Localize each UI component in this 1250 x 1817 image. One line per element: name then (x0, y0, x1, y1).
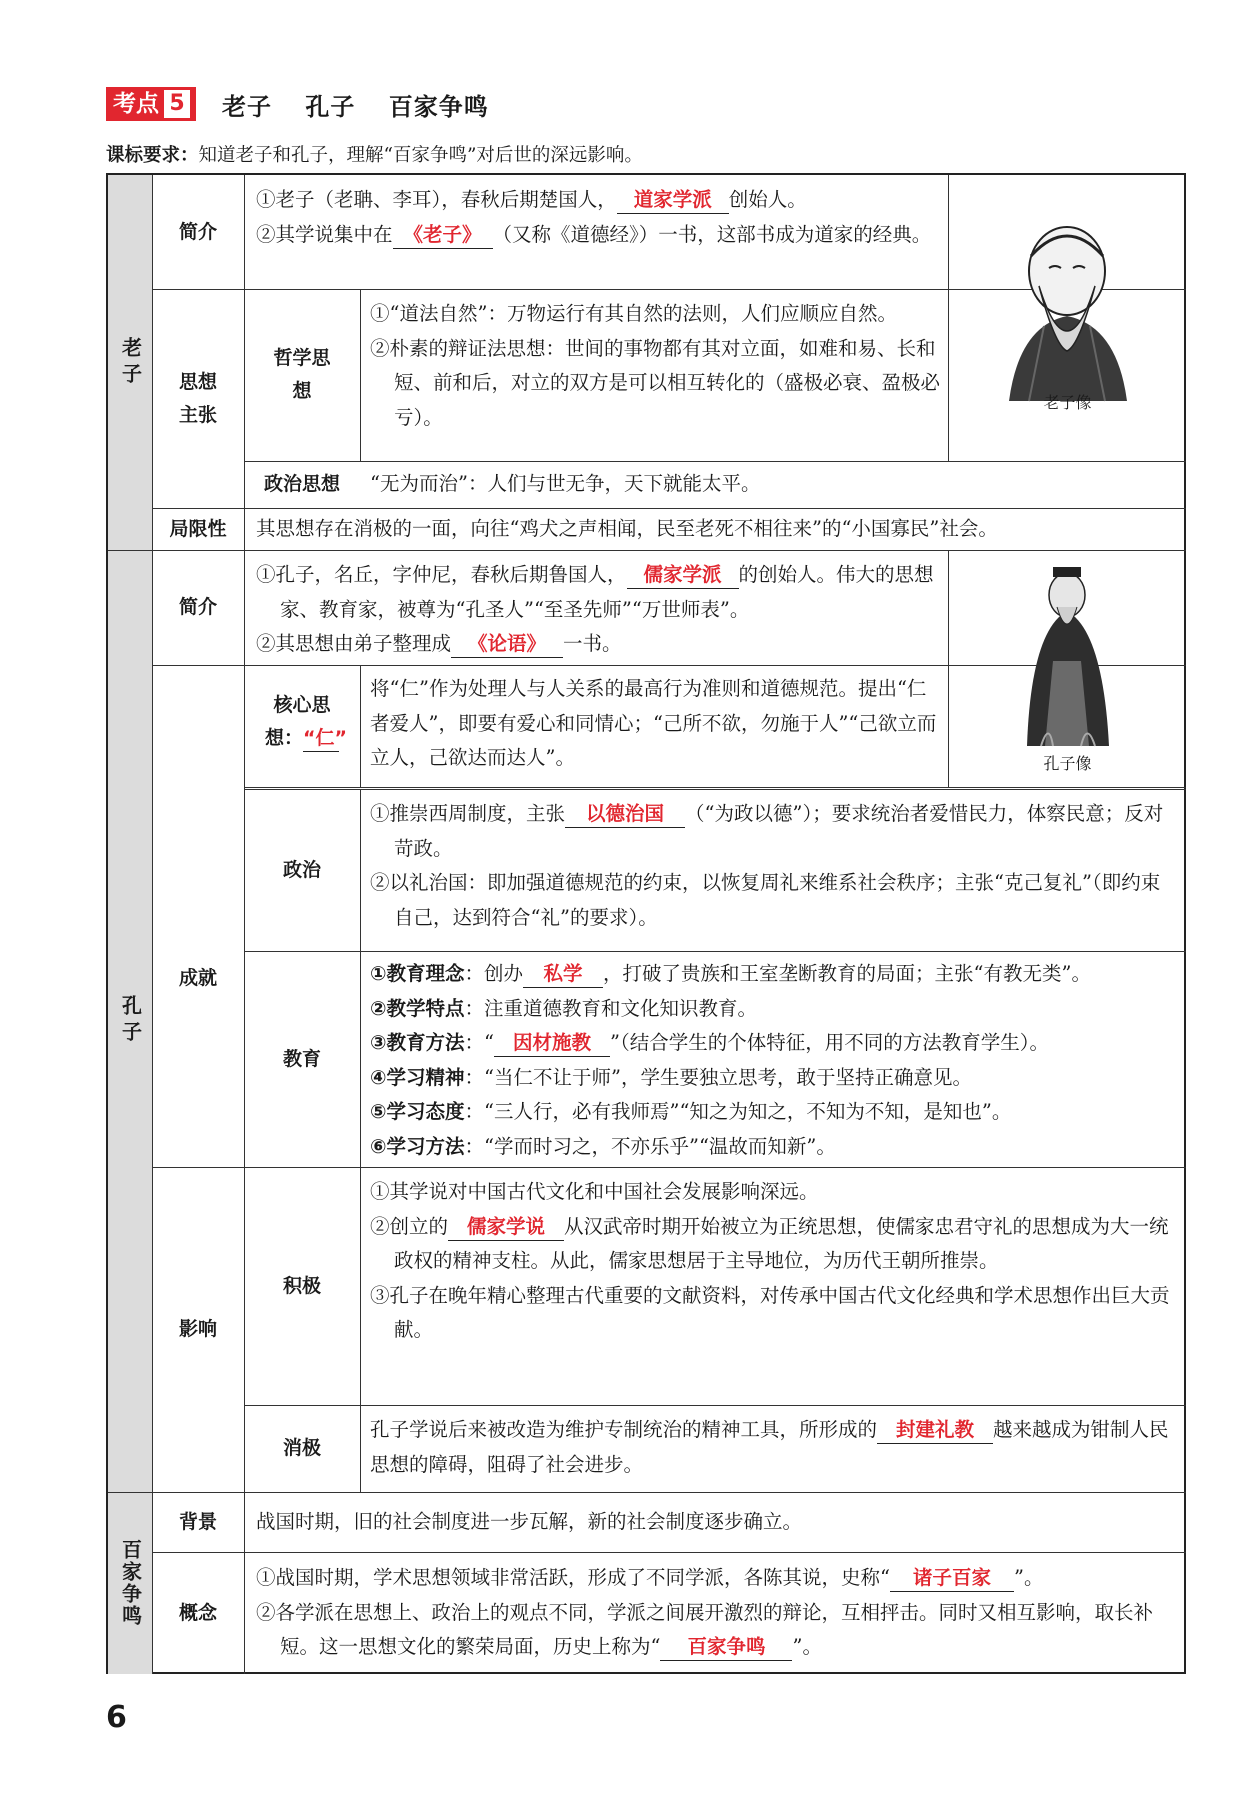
topic-badge (106, 87, 196, 121)
fill-sixue: 私学 (523, 961, 603, 988)
edu-label: 教育 (282, 1047, 321, 1070)
fill-dezhi: 以德治国 (565, 801, 685, 828)
kongzi-portrait (949, 551, 1186, 787)
phil-point-1: ①“道法自然”：万物运行有其自然的法则，人们应顺应自然。 (370, 302, 897, 325)
fill-laozi-book: 《老子》 (393, 222, 493, 249)
pol-content (370, 797, 1176, 935)
laozi-illustration (949, 176, 1186, 416)
topic-laozi: 老子 (222, 91, 272, 121)
fill-daojia: 道家学派 (617, 187, 729, 214)
concept-1a: ①战国时期，学术思想领域非常活跃，形成了不同学派，各陈其说，史称“ (256, 1566, 890, 1589)
topic-baijia: 百家争鸣 (388, 91, 489, 121)
fill-rujia-xueshuo: 儒家学说 (448, 1214, 564, 1241)
kongzi-intro-2a: ②其思想由弟子整理成 (256, 632, 452, 655)
kongzi-intro-1b: 的创始人。伟大的思想家、教育家，被尊为“孔圣人”“至圣先师”“万世师表”。 (280, 563, 934, 621)
kongzi-intro-1a: ①孔子，名丘，字仲尼，春秋后期鲁国人， (256, 563, 627, 586)
neg-a: 孔子学说后来被改造为维护专制统治的精神工具，所形成的 (370, 1418, 878, 1441)
baijia-section-label: 百家争鸣 (118, 1539, 143, 1627)
kongzi-section-label: 孔子 (118, 995, 143, 1047)
kongzi-intro-2b: 一书。 (563, 632, 622, 655)
pos-label: 积极 (282, 1274, 321, 1297)
edu-content (370, 957, 1176, 1164)
curriculum-requirement (106, 141, 643, 167)
laozi-thought-label: 思想主张 (178, 370, 217, 426)
knowledge-table (106, 173, 1186, 1674)
edu-6-a: ：“学而时习之，不亦乐乎”“温故而知新”。 (464, 1134, 836, 1158)
bg-text: 战国时期，旧的社会制度进一步瓦解，新的社会制度逐步确立。 (256, 1510, 803, 1533)
laozi-intro-label: 简介 (178, 220, 217, 243)
phil-point-2: ②朴素的辩证法思想：世间的事物都有其对立面，如难和易、长和短、前和后，对立的双方是可以相互转化的（盛极必衰、盈极必亏）。 (370, 336, 941, 429)
fill-baijia: 百家争鸣 (660, 1634, 792, 1661)
concept-2a: ②各学派在思想上、政治上的观点不同，学派之间展开激烈的辩论，互相抨击。同时又相互影响，取长补短。这一思想文化的繁荣局面，历史上称为“ (256, 1600, 1154, 1658)
laozi-politics: “无为而治”：人们与世无争，天下就能太平。 (370, 472, 761, 495)
badge-number: 5 (164, 90, 190, 118)
laozi-politics-label: 政治思想 (263, 473, 340, 495)
fill-yincai: 因材施教 (494, 1030, 610, 1057)
fill-ren: “仁” (303, 725, 339, 752)
laozi-intro (256, 183, 942, 252)
edu-2-kw: ②教学特点 (370, 996, 465, 1020)
kongzi-intro-label: 简介 (178, 596, 217, 618)
laozi-intro-1b: 创始人。 (728, 188, 807, 211)
page-number: 6 (106, 1700, 127, 1735)
kongzi-intro (256, 558, 942, 662)
pos-content (370, 1175, 1176, 1348)
fill-lunyu: 《论语》 (451, 631, 563, 658)
pos-2b: 从汉武帝时期开始被立为正统思想，使儒家忠君守礼的思想成为大一统政权的精神支柱。从此，儒家思想居于主导地位，为历代王朝所推崇。 (394, 1214, 1169, 1272)
edu-5-a: ：“三人行，必有我师焉”“知之为知之，不知为不知，是知也”。 (464, 1100, 1012, 1123)
edu-5-kw: ⑤学习态度 (370, 1100, 465, 1123)
pol-label: 政治 (282, 858, 321, 881)
laozi-section-label: 老子 (118, 336, 143, 389)
laozi-limit-label: 局限性 (169, 517, 227, 540)
kongzi-illustration (949, 551, 1186, 751)
header-topics (222, 87, 513, 122)
laozi-limit: 其思想存在消极的一面，向往“鸡犬之声相闻，民至老死不相往来”的“小国寡民”社会。 (256, 517, 998, 540)
phil-label: 哲学思想 (273, 347, 331, 402)
neg-label: 消极 (282, 1437, 321, 1459)
edu-6-kw: ⑥学习方法 (370, 1134, 465, 1158)
topic-kongzi: 孔子 (305, 91, 356, 121)
laozi-caption: 老子像 (1043, 393, 1092, 412)
laozi-intro-2a: ②其学说集中在 (256, 222, 393, 246)
fill-zhuzi: 诸子百家 (890, 1565, 1014, 1592)
requirement-label: 课标要求： (106, 145, 199, 166)
core-label (244, 665, 360, 787)
pol-1a: ①推崇西周制度，主张 (370, 802, 566, 825)
edu-4-kw: ④学习精神 (370, 1065, 465, 1089)
neg-b: 越来越成为钳制人民思想的障碍，阻碍了社会进步。 (370, 1418, 1169, 1476)
kongzi-caption: 孔子像 (1043, 754, 1092, 773)
neg-content (370, 1413, 1176, 1482)
edu-3-kw: ③教育方法 (370, 1031, 465, 1054)
concept-2b: ”。 (792, 1635, 822, 1658)
bg-label: 背景 (178, 1510, 217, 1533)
fill-rujia: 儒家学派 (627, 562, 739, 589)
edu-3-b: ”（结合学生的个体特征，用不同的方法教育学生）。 (610, 1031, 1049, 1054)
concept-label: 概念 (178, 1601, 217, 1624)
edu-2-a: ：注重道德教育和文化知识教育。 (464, 996, 758, 1020)
edu-1-a: ：创办 (464, 962, 524, 985)
concept-1b: ”。 (1013, 1566, 1044, 1589)
edu-1-kw: ①教育理念 (370, 962, 465, 985)
phil-content (370, 297, 942, 435)
edu-1-b: ，打破了贵族和王室垄断教育的局面；主张“有教无类”。 (603, 962, 1091, 985)
pol-2: ②以礼治国：即加强道德规范的约束，以恢复周礼来维系社会秩序；主张“克己复礼”（即约束自己，达到符合“礼”的要求）。 (370, 871, 1161, 929)
core-text: 将“仁”作为处理人与人关系的最高行为准则和道德规范。提出“仁者爱人”，即要有爱心和同情心；“己所不欲，勿施于人”“己欲立而立人，己欲达而达人”。 (370, 677, 937, 769)
core-label-text: 核心思想： (264, 694, 331, 749)
pol-1b: （“为政以德”）；要求统治者爱惜民力，体察民意；反对苛政。 (394, 802, 1164, 860)
laozi-intro-2b: （又称《道德经》）一书，这部书成为道家的经典。 (492, 222, 932, 246)
edu-3-a: ：“ (464, 1031, 494, 1054)
requirement-text: 知道老子和孔子，理解“百家争鸣”对后世的深远影响。 (198, 145, 643, 166)
section-header (106, 86, 513, 122)
fill-fengjian: 封建礼教 (877, 1417, 993, 1444)
laozi-intro-1a: ①老子（老聃、李耳），春秋后期楚国人， (256, 188, 617, 211)
pos-2a: ②创立的 (370, 1214, 449, 1238)
concept-content (256, 1561, 1176, 1665)
achieve-label: 成就 (178, 966, 217, 989)
pos-3: ③孔子在晚年精心整理古代重要的文献资料，对传承中国古代文化经典和学术思想作出巨大贡献。 (370, 1283, 1170, 1341)
pos-1: ①其学说对中国古代文化和中国社会发展影响深远。 (370, 1180, 819, 1203)
laozi-portrait (949, 176, 1186, 461)
edu-4-a: ：“当仁不让于师”，学生要独立思考，敢于坚持正确意见。 (464, 1065, 972, 1089)
badge-label: 考点 (113, 91, 159, 117)
influence-label: 影响 (178, 1318, 217, 1340)
